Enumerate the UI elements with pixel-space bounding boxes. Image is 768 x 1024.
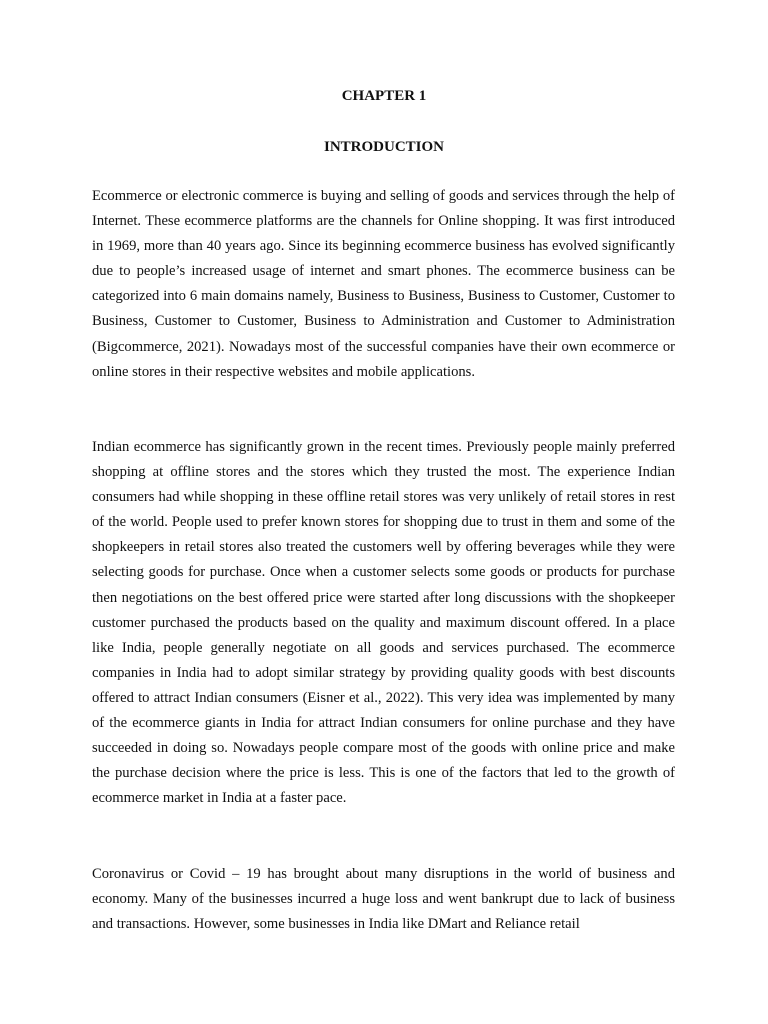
body-paragraph: Coronavirus or Covid – 19 has brought about many disruptions in the world of business and economy. Many of the businesses incurred a huge loss and went bankrupt due to lack of business and transactions. However, some businesses in India like DMart and Reliance retail xyxy=(92,866,675,933)
chapter-heading: CHAPTER 1 xyxy=(341,88,427,104)
body-paragraph: Indian ecommerce has significantly grown in the recent times. Previously people mainly preferred shopping at offline stores and the stores which they trusted the most. The experience Indian consumers had while shopping in these offline retail stores was very unlikely of retail stores in rest of the world. People used to prefer known stores for shopping due to trust in them and some of the shopkeepers in retail stores also treated the customers well by offering beverages while they were selecting goods for purchase. Once when a customer selects some goods or products for purchase then negotiations on the best offered price were started after long discussions with the shopkeeper customer purchased the products based on the quality and maximum discount offered. In a place like India, people generally negotiate on all goods and services purchased. The ecommerce companies in India had to adopt similar strategy by providing quality goods with best discounts offered to attract Indian consumers (Eisner et al., 2022). This very idea was implemented by many of the ecommerce giants in India for attract Indian consumers for online purchase and they have succeeded in doing so. Nowadays people compare most of the goods with online price and make the purchase decision where the price is less. This is one of the factors that led to the growth of ecommerce market in India at a faster pace. xyxy=(92,439,675,807)
section-heading: INTRODUCTION xyxy=(323,139,444,155)
body-paragraph: Ecommerce or electronic commerce is buying and selling of goods and services through the help of Internet. These ecommerce platforms are the channels for Online shopping. It was first introduced in 1969, more than 40 years ago. Since its beginning ecommerce business has evolved significantly due to people’s increased usage of internet and smart phones. The ecommerce business can be categorized into 6 main domains namely, Business to Business, Business to Customer, Customer to Business, Customer to Customer, Business to Administration and Customer to Administration (Bigcommerce, 2021). Nowadays most of the successful companies have their own ecommerce or online stores in their respective websites and mobile applications. xyxy=(92,188,675,380)
